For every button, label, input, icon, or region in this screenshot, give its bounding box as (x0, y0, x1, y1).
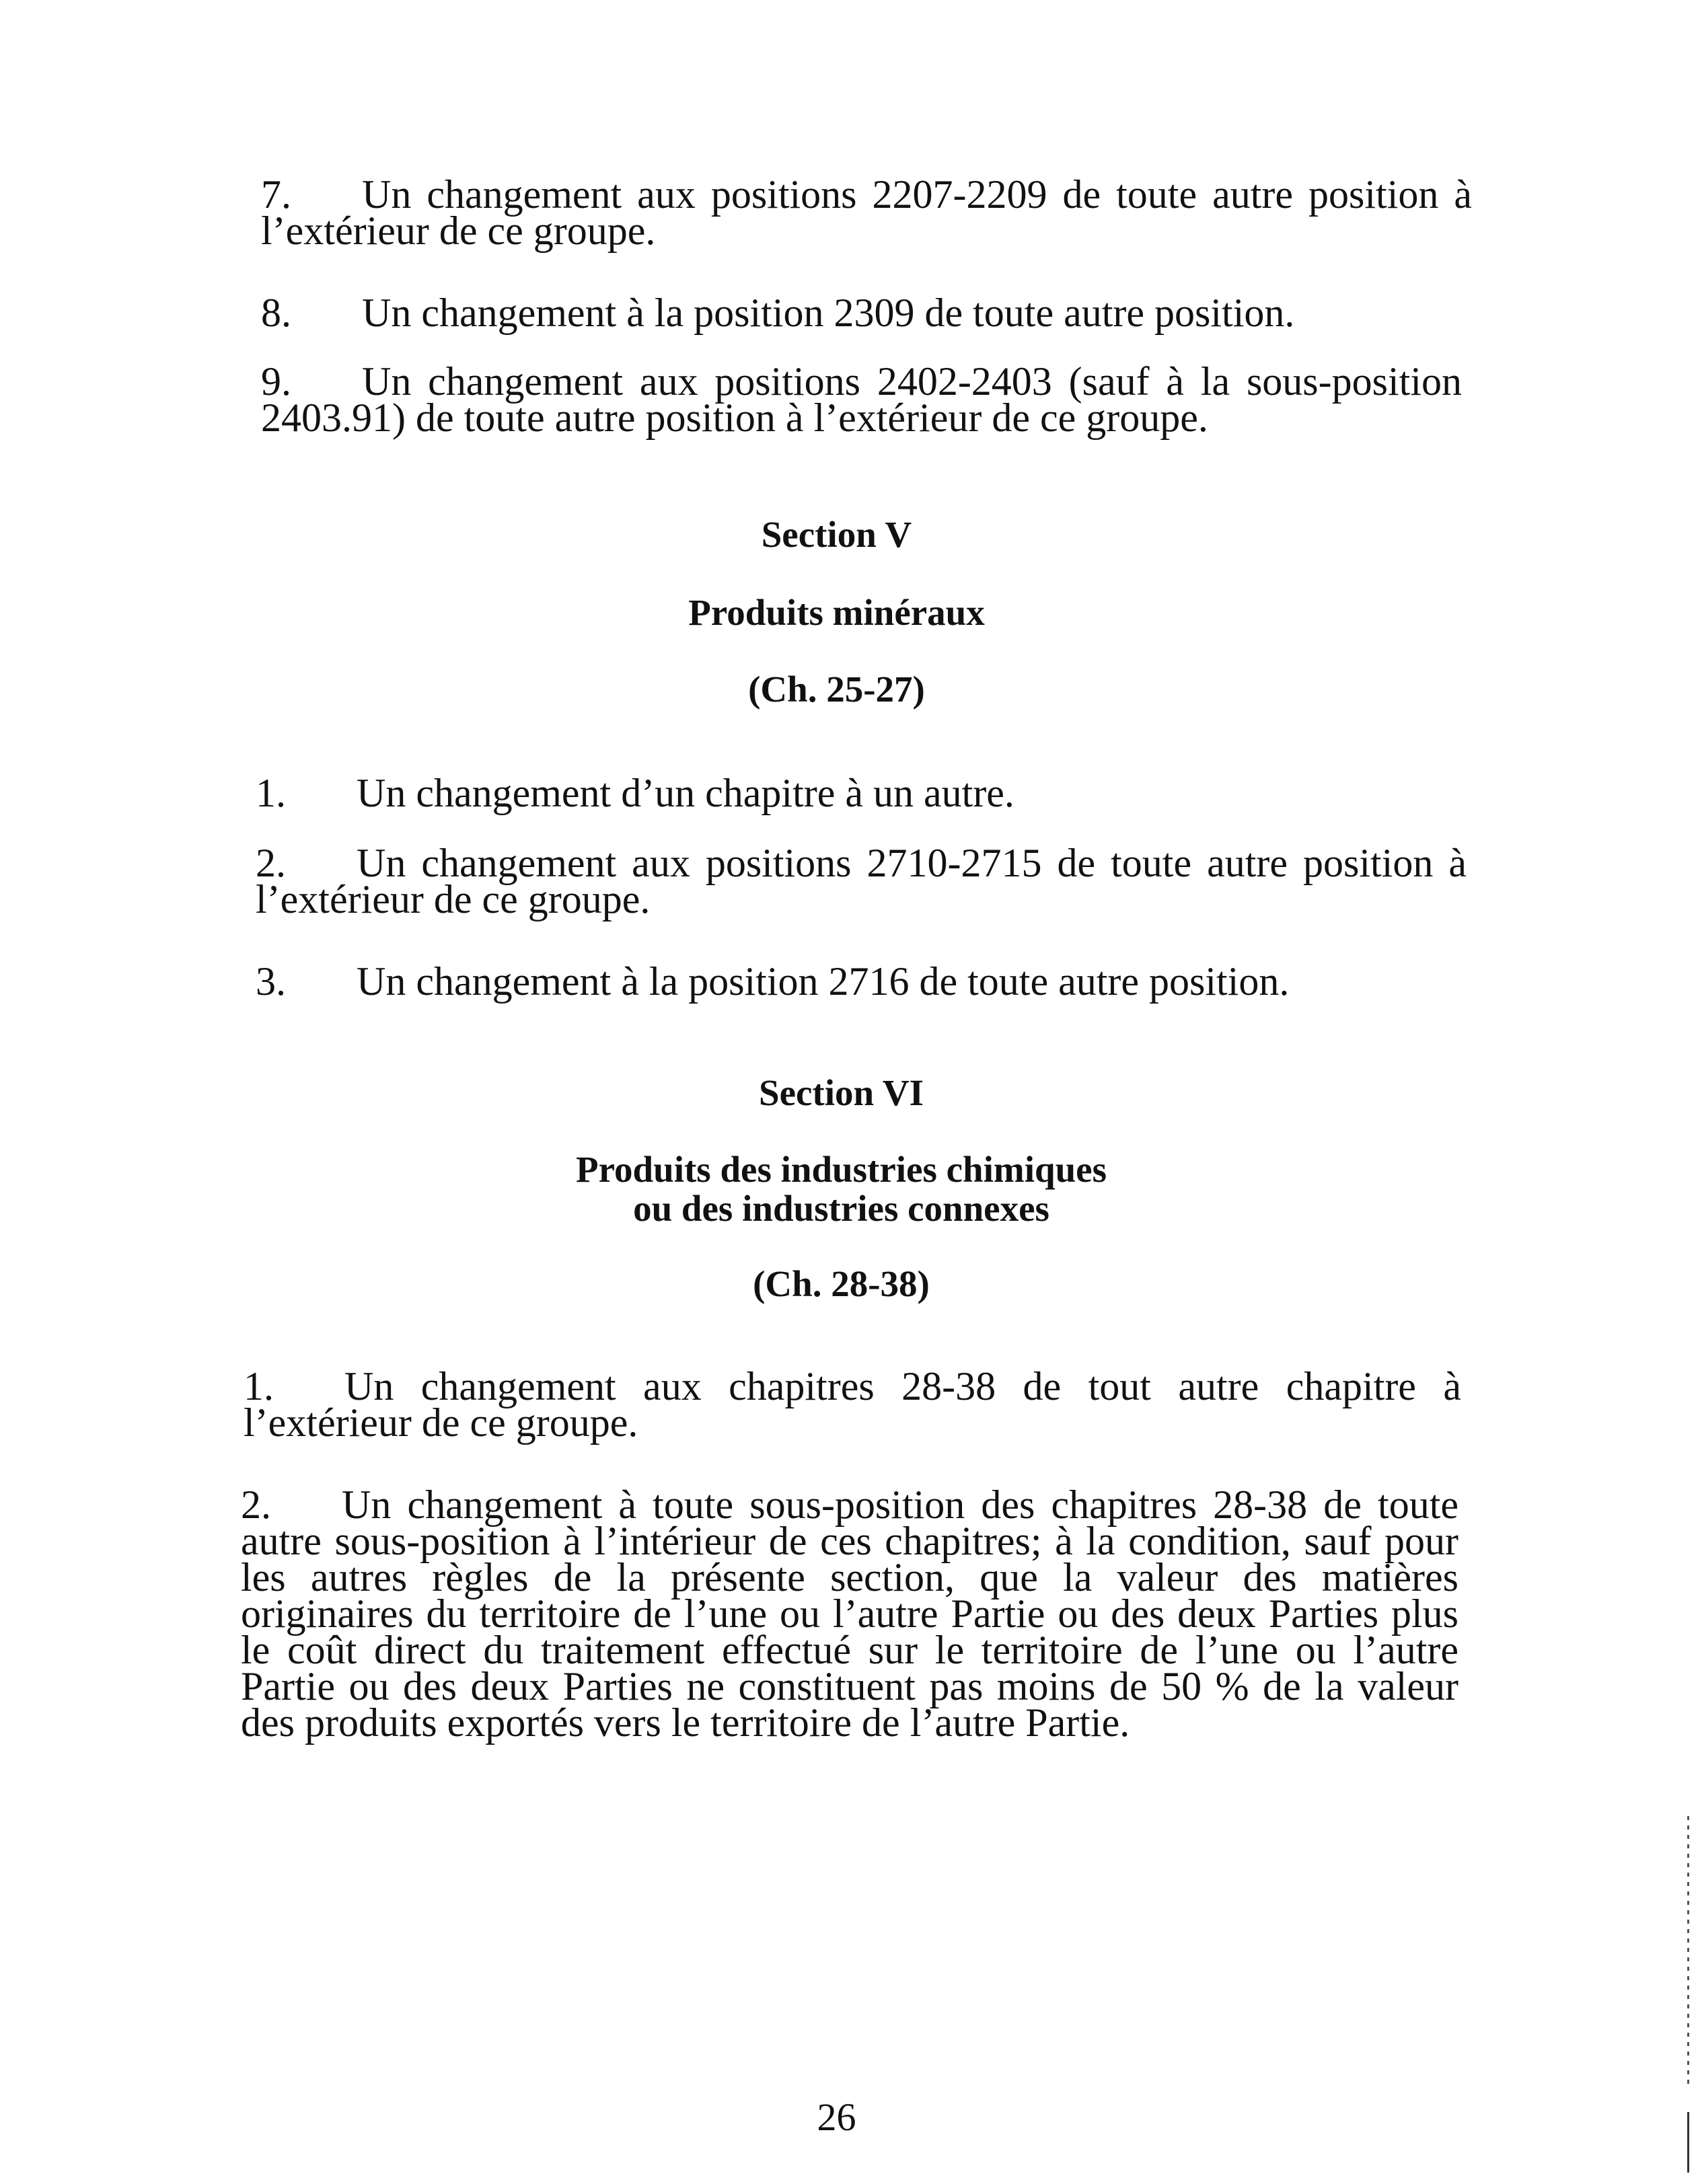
rule-number: 2. (241, 1482, 271, 1527)
section-v-rule-1 (256, 771, 1467, 815)
rule-text: Un changement d’un chapitre à un autre. (357, 771, 1014, 815)
page-number: 26 (817, 2095, 856, 2139)
scan-edge-mark (1687, 2112, 1689, 2173)
section-v-rule-3 (256, 959, 1467, 1004)
section-vi-subtitle-line1: Produits des industries chimiques (576, 1149, 1107, 1190)
rule-text: Un changement à la position 2309 de toute autre position. (362, 291, 1295, 335)
section-v-subtitle: Produits minéraux (688, 592, 985, 633)
rule-text: Un changement aux positions 2207-2209 de toute autre position à l’extérieur de ce groupe. (261, 172, 1472, 253)
section-vi-title: Section VI (759, 1072, 924, 1113)
section-v-rule-2 (256, 841, 1467, 921)
scan-edge-mark (1687, 1816, 1689, 2085)
rule-text: Un changement aux chapitres 28-38 de tout autre chapitre à l’extérieur de ce groupe. (244, 1364, 1461, 1445)
section-vi-rule-1 (244, 1364, 1461, 1445)
rule-number: 9. (261, 359, 291, 404)
rule-8 (261, 291, 1472, 335)
rule-text: Un changement à toute sous-position des chapitres 28-38 de toute autre sous-position à l’intérieur de ces chapitres; à la condition, sauf pour les autres règles de la présente section, que la valeur des matières originaires du territoire de l’une ou l’autre Partie ou des deux Parties plus le coût direct du traitement effectué sur le territoire de l’une ou l’autre Partie ou des deux Parties ne constituent pas moins de 50 % de la valeur des produits exportés vers le territoire de l’autre Partie. (241, 1482, 1458, 1745)
rule-number: 2. (256, 841, 286, 885)
section-vi-subtitle-line2: ou des industries connexes (633, 1188, 1049, 1229)
section-vi-rule-2 (241, 1482, 1458, 1745)
rule-number: 8. (261, 291, 291, 335)
rule-text: Un changement aux positions 2402-2403 (sauf à la sous-position 2403.91) de toute autre position à l’extérieur de ce groupe. (261, 359, 1462, 440)
section-v-title: Section V (761, 514, 912, 555)
rule-number: 3. (256, 959, 286, 1004)
rule-9 (261, 359, 1462, 440)
rule-number: 7. (261, 172, 291, 217)
rule-text: Un changement aux positions 2710-2715 de toute autre position à l’extérieur de ce groupe. (256, 841, 1467, 921)
rule-7 (261, 172, 1472, 253)
rule-number: 1. (244, 1364, 274, 1408)
rule-number: 1. (256, 771, 286, 815)
rule-text: Un changement à la position 2716 de toute autre position. (357, 959, 1290, 1004)
section-vi-chapters: (Ch. 28-38) (753, 1263, 930, 1304)
section-v-chapters: (Ch. 25-27) (748, 669, 925, 710)
